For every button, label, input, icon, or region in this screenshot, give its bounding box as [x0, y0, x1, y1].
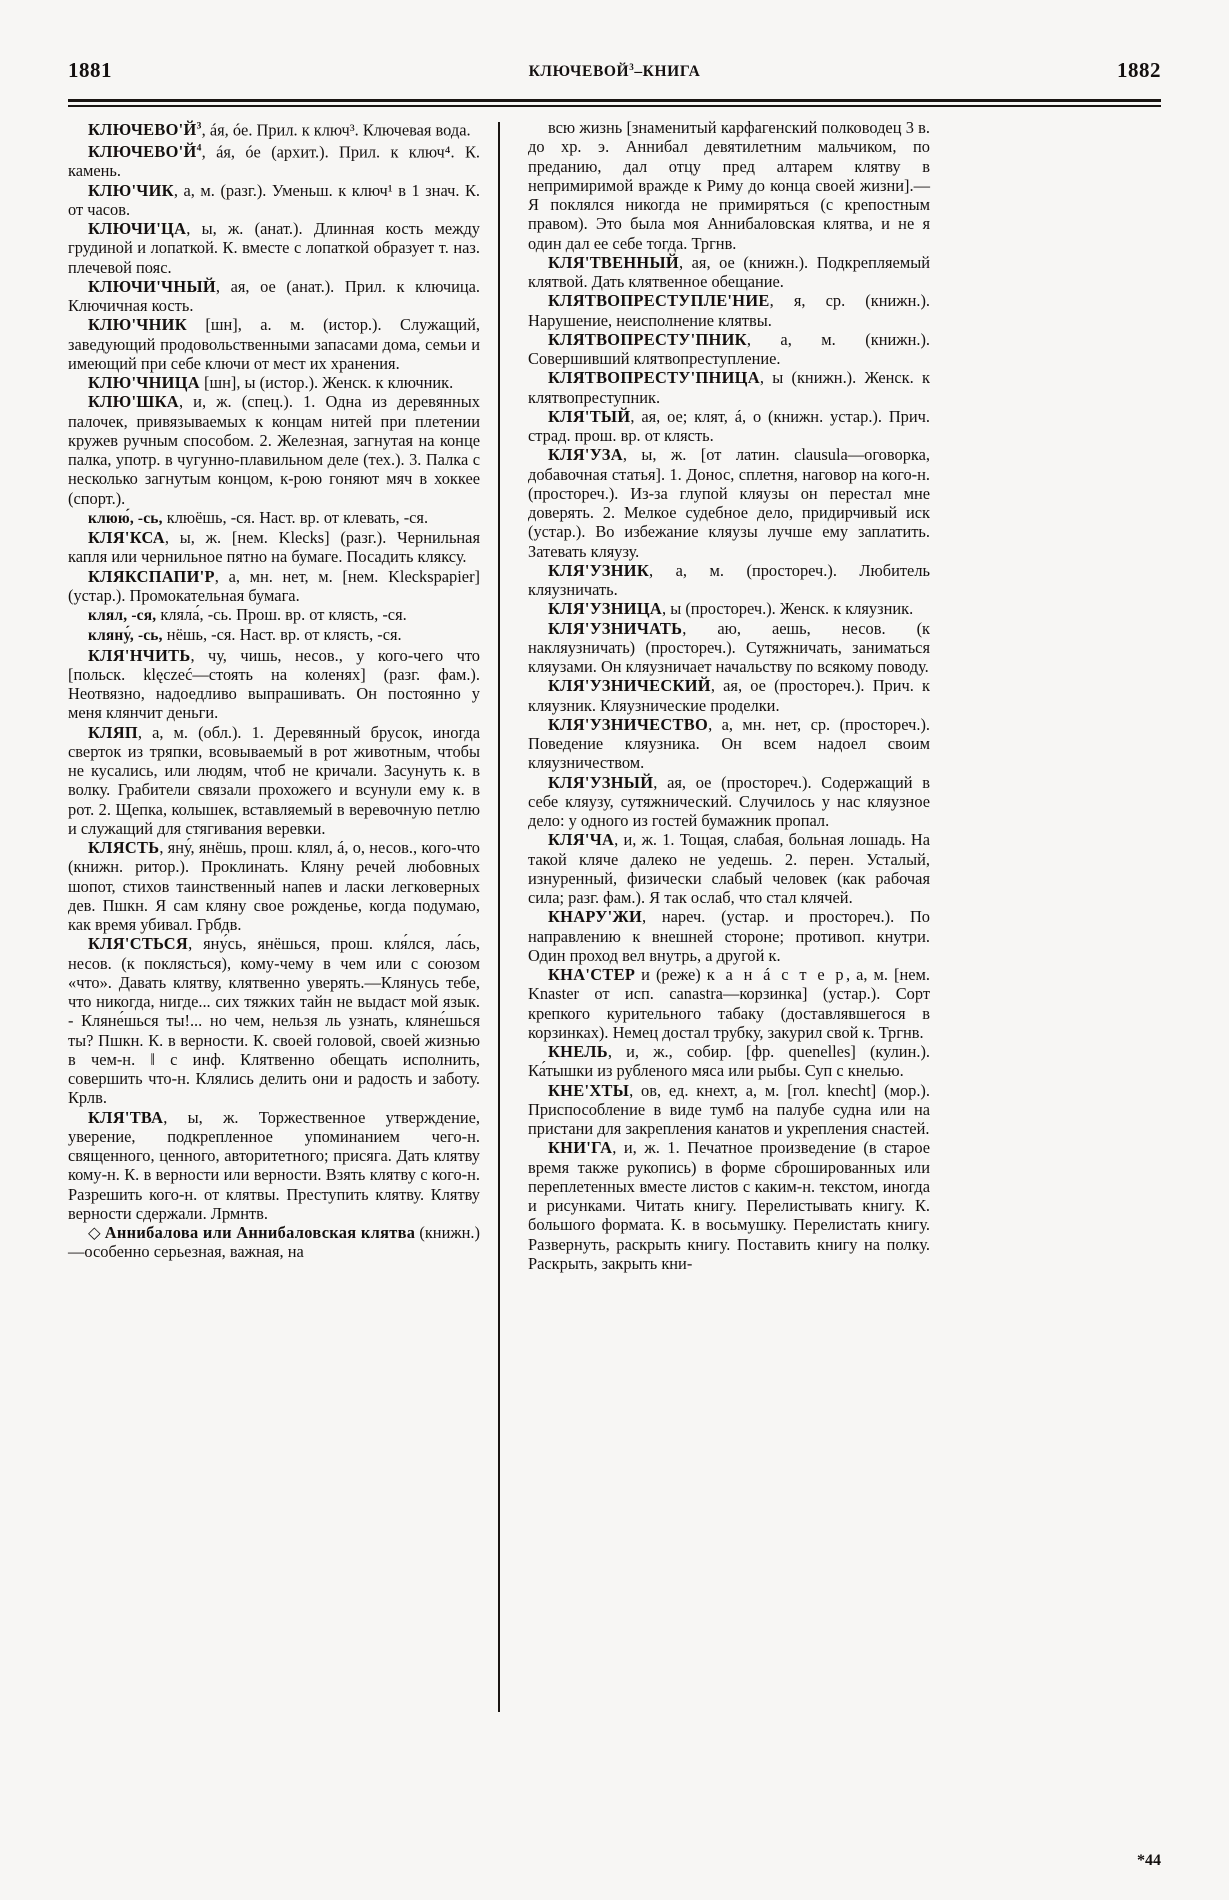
- entry-headword: КЛЯТВОПРЕСТУ'ПНИЦА: [548, 368, 760, 388]
- diamond-icon: ◇: [88, 1223, 105, 1243]
- dictionary-entry: [68, 392, 480, 508]
- entry-headword: КНА'СТЕР: [548, 965, 636, 984]
- entry-headword: КЛЯ'ТВА: [88, 1107, 164, 1127]
- folio-left: 1881: [68, 58, 112, 82]
- variant-lead: и (реже): [635, 965, 707, 984]
- entry-body: , ы, ж. [от латин. clausula—оговорка, добавочная статья]. 1. Донос, сплетня, наговор на кого-н. (простореч.). Из-за глупой кляузы он перестал мне доверять. 2. Мелкое судебное дело, придирчивый иск (устар.). Во избежание кляузы лучше ему заплатить. Затевать кляузу.: [528, 445, 930, 561]
- column-container: [68, 118, 1161, 1830]
- entry-body: кляла́, -сь. Прош. вр. от клясть, -ся.: [156, 605, 407, 625]
- entry-body: , áя, óе (архит.). Прил. к ключ⁴. К. камень.: [68, 142, 480, 181]
- entry-body: , аю, аешь, несов. (к накляузничать) (простореч.). Сутяжничать, заниматься кляузами. Он кляузничает начальству по всякому поводу.: [528, 618, 930, 676]
- entry-body: [шн], а. м. (истор.). Служащий, заведующий продовольственными запасами дома, семьи и имеющий при себе ключи от мест их хранения.: [68, 315, 480, 373]
- entry-headword: КЛЮ'ЧНИК: [88, 315, 187, 335]
- dictionary-entry: [68, 625, 480, 645]
- entry-headword: КЛЯ'УЗНИЧЕСТВО: [548, 714, 709, 734]
- dictionary-entry: [528, 676, 930, 715]
- entry-body: , ов, ед. кнехт, а, м. [гол. knecht] (мор.). Приспособление в виде тумб на палубе судна или на пристани для закрепления канатов и укрепления снастей.: [528, 1080, 930, 1138]
- dictionary-entry: [68, 934, 480, 1107]
- entry-headword: КЛЯ'УЗНИК: [548, 560, 650, 580]
- entry-headword: КЛЮЧИ'ЧНЫЙ: [88, 276, 216, 296]
- headword-superscript: 4: [196, 143, 202, 154]
- entry-body: , и, ж., собир. [фр. quenelles] (кулин.). Ка́тышки из рубленого мяса или рыбы. Суп с кнелью.: [528, 1042, 930, 1081]
- dictionary-entry: [528, 330, 930, 369]
- dictionary-entry: [528, 965, 930, 1042]
- entry-body: , ая, ое (книжн.). Подкрепляемый клятвой. Дать клятвенное обещание.: [528, 252, 930, 291]
- signature-mark: *44: [1137, 1852, 1161, 1869]
- running-title-main: КЛЮЧЕВОЙ: [528, 63, 630, 81]
- dictionary-entry: [528, 561, 930, 600]
- dictionary-entry: [528, 830, 930, 907]
- entry-body: , яну́, янёшь, прош. клял, á, о, несов., кого-что (книжн. ритор.). Проклинать. Кляну речей любовных шопот, стихов таинственный напев и ласки легковерных дев. Пшкн. Я сам кляну свое рожденье, когда подумаю, как время убивал. Грбдв.: [68, 838, 480, 935]
- entry-body: , ая, ое (простореч.). Содержащий в себе кляузу, сутяжнический. Случилось у нас кляузное дело: у одного из гостей бумажник пропал.: [528, 772, 930, 830]
- dictionary-entry: [68, 567, 480, 606]
- entry-headword: КЛЯ'УЗНИЧАТЬ: [548, 618, 683, 638]
- entry-headword: КЛЮ'ЧНИЦА: [88, 373, 200, 393]
- entry-headword: КЛЯП: [88, 722, 138, 742]
- rule-thin: [68, 105, 1161, 107]
- entry-body: , ы (простореч.). Женск. к кляузник.: [662, 599, 914, 619]
- dictionary-entry: [68, 373, 480, 392]
- entry-headword: клял, -ся,: [88, 607, 157, 625]
- dictionary-entry: [68, 508, 480, 528]
- entry-headword: $КЛЮЧЕВО'Й^4$: [88, 142, 202, 162]
- dictionary-entry: [528, 599, 930, 618]
- entry-body: нёшь, -ся. Наст. вр. от клясть, -ся.: [162, 625, 402, 645]
- entry-headword: КЛЯ'ТЫЙ: [548, 406, 631, 426]
- folio-right: 1882: [1117, 58, 1161, 82]
- entry-body: , ы, ж. [нем. Klecks] (разг.). Чернильная капля или чернильное пятно на бумаге. Посадить кляксу.: [68, 528, 480, 567]
- dictionary-entry: [528, 291, 930, 330]
- entry-body: , а, м. (книжн.). Совершивший клятвопреступление.: [528, 329, 930, 368]
- entry-body: [шн], ы (истор.). Женск. к ключник.: [199, 373, 454, 393]
- dictionary-entry: [528, 445, 930, 561]
- entry-body: , ы, ж. (анат.). Длинная кость между грудиной и лопаткой. К. вместе с лопаткой образует т. наз. плечевой пояс.: [68, 219, 480, 277]
- entry-headword: КЛЯ'УЗА: [548, 445, 623, 465]
- dictionary-entry: [528, 1042, 930, 1081]
- entry-headword: КЛЮ'ШКА: [88, 392, 179, 412]
- entry-body: , и, ж. 1. Тощая, слабая, больная лошадь. На такой кляче далеко не уедешь. 2. перен. Усталый, изнуренный, физически слабый человек (как рабочая сила; разг. фам.). Я так ослаб, что стал клячей.: [528, 830, 930, 907]
- entry-headword: КЛЯ'УЗНИЧЕСКИЙ: [548, 676, 711, 696]
- dictionary-entry: [528, 407, 930, 446]
- dictionary-entry: [68, 723, 480, 839]
- entry-headword: КЛЯ'УЗНЫЙ: [548, 772, 654, 792]
- dictionary-entry: [68, 140, 480, 181]
- entry-body: , ы, ж. Торжественное утверждение, уверение, подкрепленное упоминанием чего-н. священного, ценного, авторитетного; присяга. Дать клятву кому-н. К. в верности или верности. Взять клятву с кого-н. Разрешить кого-н. от клятвы. Преступить клятву. Клятву верности сдержали. Лрмнтв.: [68, 1107, 480, 1223]
- running-title-sup: 3: [629, 62, 635, 72]
- dictionary-entry: [68, 181, 480, 220]
- entry-continuation: [528, 118, 930, 253]
- entry-headword: КНЕЛЬ: [548, 1042, 608, 1061]
- column-left: [68, 118, 498, 1830]
- entry-headword: клюю́, -сь,: [88, 509, 163, 527]
- headword-superscript: 3: [196, 122, 202, 132]
- entry-body: , ая, ое (анат.). Прил. к ключица. Ключичная кость.: [68, 276, 480, 316]
- entry-headword: КЛЮ'ЧИК: [88, 180, 174, 200]
- entry-headword: $КЛЮЧЕВО'Й^3$: [88, 120, 202, 140]
- entry-body-continued: всю жизнь [знаменитый карфагенский полководец 3 в. до хр. э. Аннибал девятилетним мальчиком, по преданию, дал отцу пред алтарем клятву в непримиримой вражде к Риму до конца своей жизни].—Я поклялся никогда не примиряться (с крепостным правом). Это была моя Аннибаловская клятва, и не я один дал ее себе тогда. Тргнв.: [528, 118, 930, 253]
- entry-body: , áя, óе. Прил. к ключ³. Ключевая вода.: [201, 120, 471, 140]
- entry-headword: КЛЮЧИ'ЦА: [88, 219, 187, 239]
- entry-body: , ая, ое; клят, á, о (книжн. устар.). Прич. страд. прош. вр. от клясть.: [528, 406, 930, 445]
- entry-body: , и, ж. 1. Печатное произведение (в старое время также рукопись) в форме сброшированных или переплетенных вместе листов с каким-н. текстом, иногда и рисунками. Читать книгу. Перелистывать книгу. К. большого формата. К. в восьмушку. Перелистать книгу. Развернуть, раскрыть книгу. Поставить книгу на полку. Раскрыть, закрыть кни-: [528, 1138, 930, 1273]
- dictionary-entry: [528, 715, 930, 773]
- entry-headword: кляну́, -сь,: [88, 627, 163, 645]
- entry-headword: Аннибалова или Аннибаловская клятва: [104, 1223, 416, 1243]
- running-title: [0, 62, 1229, 81]
- entry-body: , а, м. (разг.). Уменьш. к ключ¹ в 1 знач. К. от часов.: [68, 180, 480, 219]
- entry-headword: КЛЯ'НЧИТЬ: [88, 645, 191, 665]
- entry-body: , ы (книжн.). Женск. к клятвопреступник.: [528, 368, 930, 407]
- dictionary-entry: [528, 368, 930, 407]
- dictionary-entry: [68, 277, 480, 316]
- entry-headword: КНЕ'ХТЫ: [548, 1080, 630, 1100]
- entry-headword: КЛЯТВОПРЕСТУ'ПНИК: [548, 329, 747, 349]
- entry-body: клюёшь, -ся. Наст. вр. от клевать, -ся.: [162, 507, 429, 527]
- dictionary-entry: [528, 619, 930, 677]
- dictionary-entry: [68, 646, 480, 723]
- dictionary-entry: [68, 528, 480, 567]
- dictionary-entry: [68, 838, 480, 934]
- entry-body: , а, м. (простореч.). Любитель кляузничать.: [528, 560, 930, 599]
- dictionary-entry: [528, 907, 930, 965]
- entry-body: , и, ж. (спец.). 1. Одна из деревянных палочек, привязываемых к концам нитей при плетении кружев ручным способом. 2. Железная, загнутая на конце палка, употр. в чугунно-плавильном деле (тех.). 3. Палка с несколько загнутым концом, к-рою гоняют мяч в хоккее (спорт.).: [68, 392, 480, 508]
- entry-headword: КЛЯСТЬ: [88, 838, 160, 858]
- entry-headword: КЛЯ'ТВЕННЫЙ: [548, 252, 679, 272]
- entry-headword: КЛЯКСПАПИ'Р: [88, 566, 215, 586]
- dictionary-entry: [528, 1138, 930, 1273]
- dictionary-entry: [528, 1081, 930, 1139]
- entry-body: , а, м. [нем. Knaster от исп. canastra—корзинка] (устар.). Сорт крепкого курительного табаку (доставлявшегося в корзинках). Немец достал трубку, закурил свой к. Тргнв.: [528, 965, 930, 1042]
- dictionary-entry: [68, 315, 480, 373]
- entry-headword: КНАРУ'ЖИ: [548, 907, 643, 927]
- column-right: [500, 118, 930, 1830]
- entry-body: , а, мн. нет, м. [нем. Kleckspapier] (устар.). Промокательная бумага.: [68, 566, 480, 605]
- dictionary-entry: [68, 605, 480, 625]
- dictionary-entry: [68, 219, 480, 277]
- header-rule: [68, 99, 1161, 107]
- dictionary-entry: [68, 1108, 480, 1224]
- running-title-tail: –КНИГА: [634, 63, 701, 81]
- entry-headword: КНИ'ГА: [548, 1138, 613, 1158]
- dictionary-entry: [528, 773, 930, 831]
- entry-headword: КЛЯ'ЧА: [548, 830, 615, 850]
- dictionary-entry: [528, 253, 930, 292]
- rule-thick: [68, 99, 1161, 102]
- phrase-entry: [68, 1223, 480, 1262]
- dictionary-entry: [68, 118, 480, 140]
- entry-headword: КЛЯТВОПРЕСТУПЛЕ'НИЕ: [548, 291, 770, 311]
- entry-body: , яну́сь, янёшься, прош. кля́лся, ла́сь, несов. (к поклясться), кому-чему в чем или с союзом «что». Давать клятву, клятвенно уверять.—Клянусь тебе, что никогда, нигде... сих тяжких тайн не выдаст мой язык. - Кляне́шься ты!... но чем, нельзя ль узнать, кляне́шься ты? Пшкн. К. в верности. К. своей головой, своей жизнью в чем-н. ‖ с инф. Клятвенно обещать исполнить, совершить что-н. Клялись делить они и радость и заботу. Крлв.: [68, 934, 480, 1108]
- entry-body: , я, ср. (книжн.). Нарушение, неисполнение клятвы.: [528, 291, 930, 330]
- entry-body: , нареч. (устар. и простореч.). По направлению к внешней стороне; противоп. кнутри. Один проход вел внутрь, а другой к.: [528, 907, 930, 965]
- entry-body: , а, м. (обл.). 1. Деревянный брусок, иногда сверток из тряпки, всовываемый в рот животным, чтобы не кусались, или людям, чтоб не кричали. Засунуть к. в волку. Грабители связали прохожего и всунули ему к. в рот. 2. Щепка, колышек, вставляемый в веревочную петлю и служащий для стягивания веревки.: [68, 722, 480, 838]
- entry-headword: КЛЯ'УЗНИЦА: [548, 599, 663, 619]
- entry-headword: КЛЯ'КСА: [88, 528, 165, 548]
- running-head: [0, 58, 1229, 92]
- entry-body: (книжн.)—особенно серьезная, важная, на: [68, 1223, 480, 1262]
- entry-body: , а, мн. нет, ср. (простореч.). Поведение кляузника. Он всем надоел своим кляузничеством.: [528, 714, 930, 773]
- entry-headword: КЛЯ'СТЬСЯ: [88, 934, 189, 954]
- entry-body: , чу, чишь, несов., у кого-чего что [польск. klęczeć—стоять на коленях] (разг. фам.). Неотвязно, надоедливо выпрашивать. Он постоянно у меня клянчит деньги.: [68, 645, 480, 723]
- entry-variant: к а н á с т е р: [706, 965, 847, 984]
- entry-body: , ая, ое (простореч.). Прич. к кляузник. Кляузнические проделки.: [528, 676, 930, 715]
